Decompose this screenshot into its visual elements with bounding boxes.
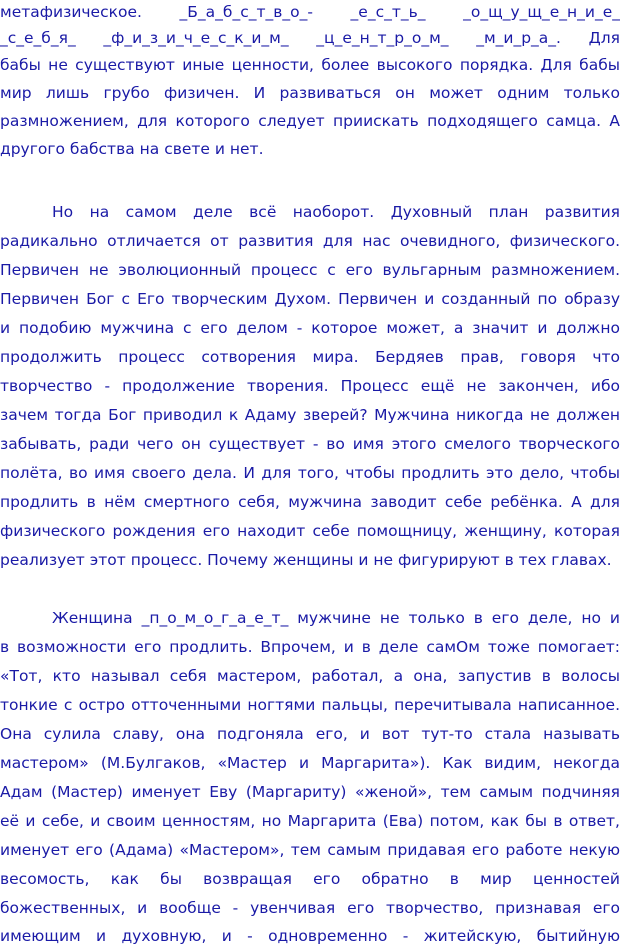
text-line: забывать, ради чего он существует - во имя этого смелого творческого [0, 435, 620, 453]
text-line: в возможности его продлить. Впрочем, и в деле самОм тоже помогает: [0, 638, 620, 656]
text-line: Первичен Бог с Его творческим Духом. Первичен и созданный по образу [0, 290, 620, 308]
text-line: метафизическое. _Б_а_б_с_т_в_о_- _е_с_т_ь_ _о_щ_у_щ_е_н_и_е_ [0, 3, 620, 21]
text-line: «Тот, кто называл себя мастером, работал, а она, запустив в волосы [0, 667, 620, 685]
text-line: мастером» (М.Булгаков, «Мастер и Маргарита»). Как видим, некогда [0, 754, 620, 772]
text-line: реализует этот процесс. Почему женщины и не фигурируют в тех главах. [0, 551, 612, 569]
text-line: Адам (Мастер) именует Еву (Маргариту) «женой», тем самым подчиняя [0, 783, 620, 801]
text-line: её и себе, и своим ценностям, но Маргарита (Ева) потом, как бы в ответ, [0, 812, 620, 830]
text-line: Она сулила славу, она подгоняла его, и вот тут-то стала называть [0, 725, 620, 743]
text-line: физического рождения его находит себе помощницу, женщину, которая [0, 522, 620, 540]
text-line: _с_е_б_я_ _ф_и_з_и_ч_е_с_к_и_м_ _ц_е_н_т_р_о_м_ _м_и_р_а_. Для [0, 29, 620, 47]
text-line: имеющим и духовную, и - одновременно - житейскую, бытийную [0, 927, 620, 945]
text-line: Женщина _п_о_м_о_г_а_е_т_ мужчине не только в его деле, но и [52, 609, 620, 627]
text-line: именует его (Адама) «Мастером», тем самым придавая его работе некую [0, 841, 620, 859]
text-line: творчество - продолжение творения. Процесс ещё не закончен, ибо [0, 377, 620, 395]
text-line: полёта, во имя своего дела. И для того, чтобы продлить это дело, чтобы [0, 464, 620, 482]
text-line: и подобию мужчина с его делом - которое может, а значит и должно [0, 319, 620, 337]
text-line: тонкие с остро отточенными ногтями пальцы, перечитывала написанное. [0, 696, 620, 714]
text-line: зачем тогда Бог приводил к Адаму зверей? Мужчина никогда не должен [0, 406, 620, 424]
text-line: весомость, как бы возвращая его обратно в мир ценностей [0, 870, 620, 888]
text-line: мир лишь грубо физичен. И развиваться он может одним только [0, 84, 620, 102]
text-line: божественных, и вообще - увенчивая его творчество, признавая его [0, 899, 620, 917]
text-line: радикально отличается от развития для нас очевидного, физического. [0, 232, 620, 250]
text-line: продлить в нём смертного себя, мужчина заводит себе ребёнка. А для [0, 493, 620, 511]
text-line: другого бабства на свете и нет. [0, 140, 264, 158]
text-line: размножением, для которого следует приискать подходящего самца. А [0, 112, 620, 130]
text-line: Но на самом деле всё наоборот. Духовный план развития [52, 203, 620, 221]
text-line: продолжить процесс сотворения мира. Бердяев прав, говоря что [0, 348, 620, 366]
text-line: бабы не существуют иные ценности, более высокого порядка. Для бабы [0, 56, 620, 74]
text-line: Первичен не эволюционный процесс с его вульгарным размножением. [0, 261, 620, 279]
